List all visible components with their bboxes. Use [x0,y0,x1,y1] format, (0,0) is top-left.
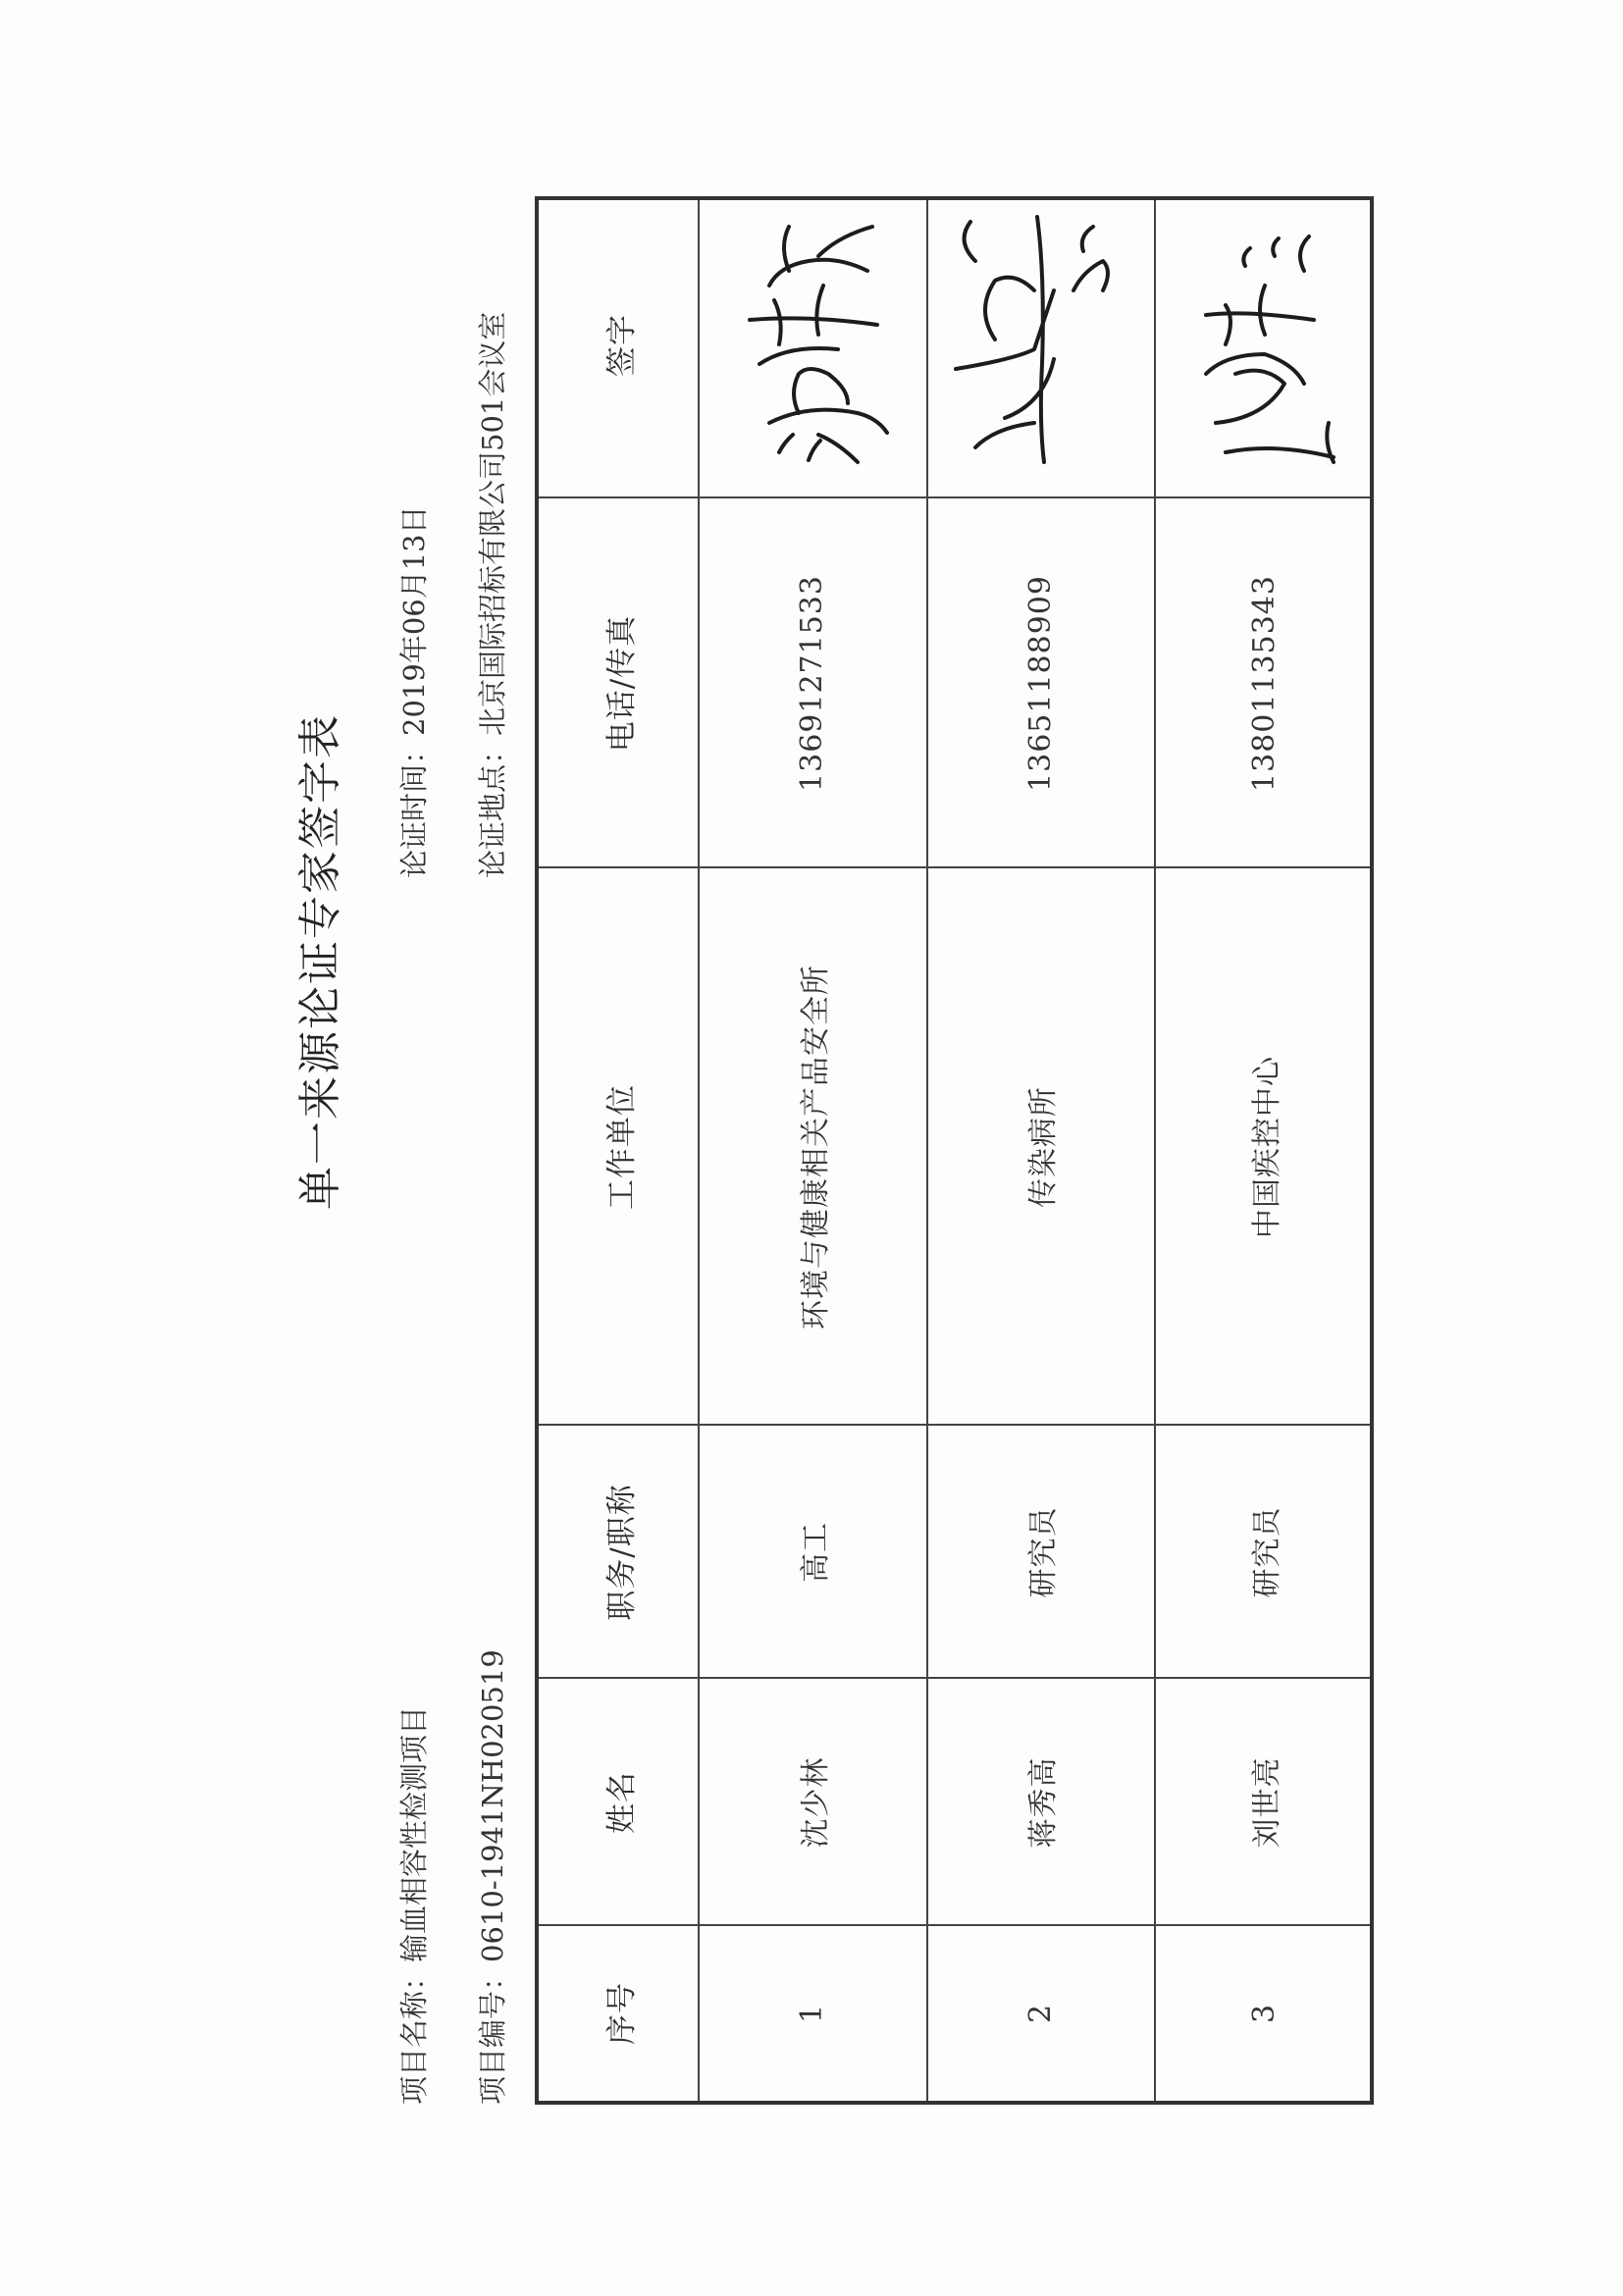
header-phone: 电话/传真 [603,614,640,753]
row3-index: 3 [1246,2003,1282,2024]
header-name: 姓名 [603,1771,640,1834]
header-title: 职务/职称 [603,1484,640,1621]
row3-unit: 中国疾控中心 [1250,1056,1284,1238]
session-place-line [471,312,511,878]
project-code-line [471,1649,511,2105]
header-signature: 签字 [603,314,640,377]
row3-phone: 13801135343 [1246,575,1282,792]
header-index: 序号 [603,1982,640,2045]
row2-index: 2 [1022,2003,1058,2024]
row1-phone: 13691271533 [795,575,829,792]
row2-title: 研究员 [1026,1506,1061,1598]
project-name-label: 项目名称： [397,1961,431,2105]
project-name-value: 输血相容性检测项目 [397,1705,431,1962]
session-place-label: 论证地点： [476,735,509,878]
expert-signature-table [535,196,1374,2105]
page-title: 单一来源论证专家签字表 [295,713,345,1210]
session-date-label: 论证时间： [397,735,431,878]
row3-name: 刘世亮 [1250,1756,1284,1849]
project-code-value: 0610-1941NH020519 [476,1649,509,1962]
project-code-label: 项目编号： [476,1961,509,2105]
row2-name: 蒋秀高 [1026,1756,1061,1849]
row2-unit: 传染病所 [1026,1086,1061,1208]
project-name-line [393,1706,433,2105]
session-date-value: 2019年06月13日 [397,505,431,736]
row1-unit: 环境与健康相关产品安全所 [798,965,833,1330]
row2-phone: 13651188909 [1022,575,1058,792]
row1-index: 1 [795,2003,829,2024]
row1-title: 高工 [798,1522,833,1583]
session-place-value: 北京国际招标有限公司501会议室 [476,311,509,736]
session-date-line [393,505,433,878]
row1-signature-image [710,197,916,482]
row1-name: 沈少林 [798,1756,833,1849]
header-unit: 工作单位 [603,1084,640,1210]
row3-signature-image [1167,197,1368,482]
row3-title: 研究员 [1250,1506,1284,1598]
row2-signature-image [936,192,1147,487]
